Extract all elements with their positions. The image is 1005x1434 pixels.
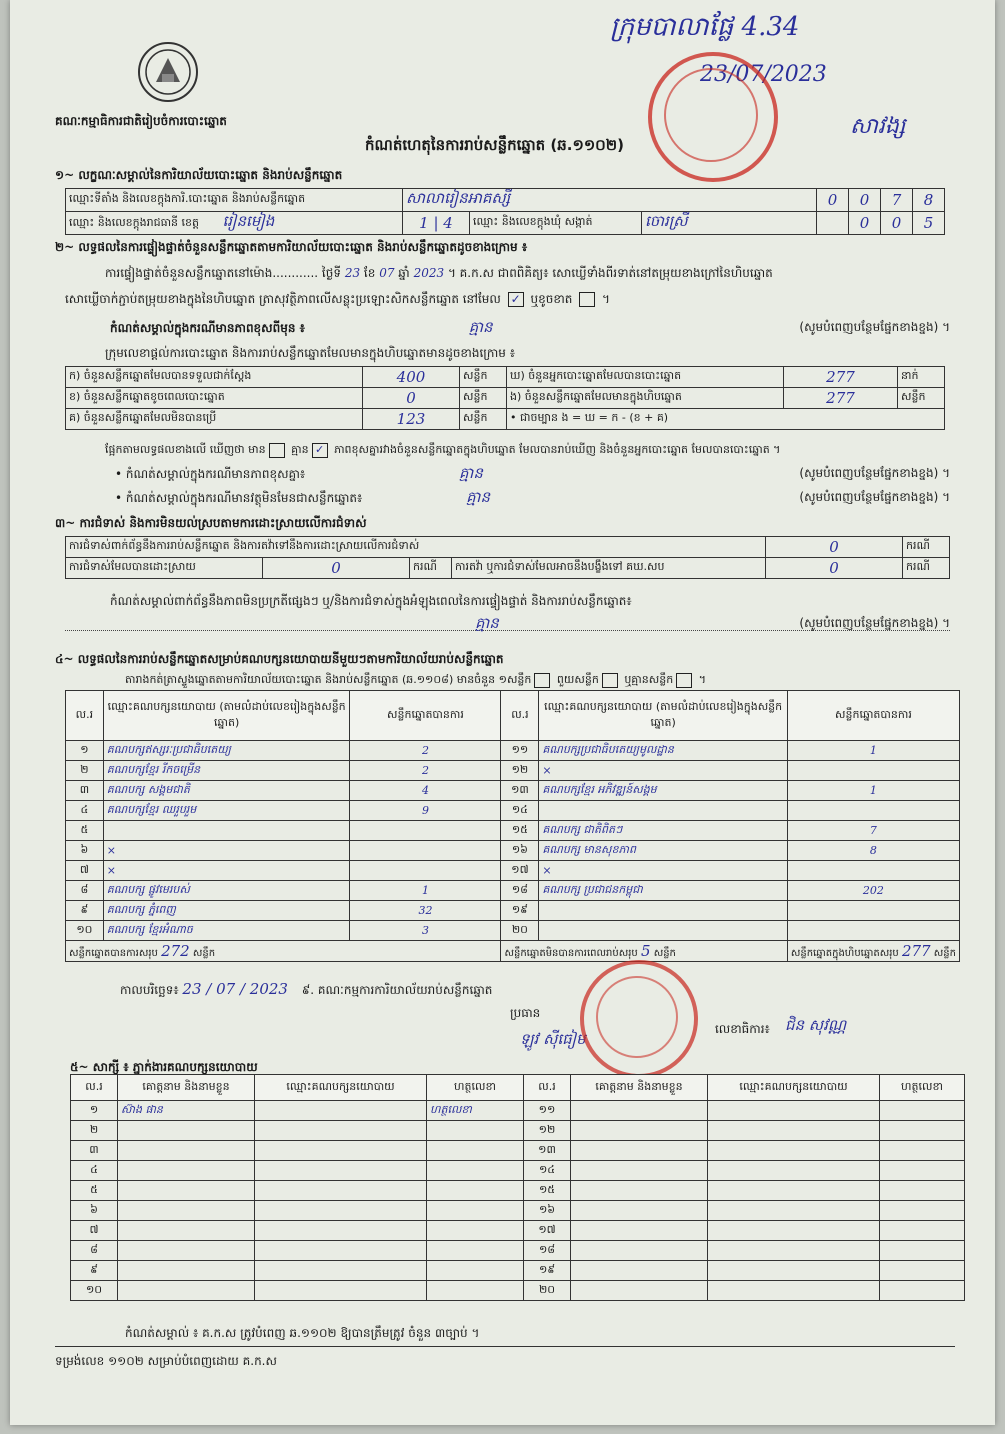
votes-cell: 1	[787, 741, 959, 761]
checkbox-no-diff[interactable]: ✓	[312, 443, 328, 458]
party-cell: គណបក្ស សង្គមជាតិ	[103, 781, 350, 801]
party-cell: គណបក្សប្រជាធិបតេយ្យមូលដ្ឋាន	[539, 741, 787, 761]
s2-count-table: ក) ចំនួនសន្លឹកឆ្នោតមែលបានទទួលជាក់ស្ដែង 400 សន្លឹក ឃ) ចំនួនអ្នកបោះឆ្នោតមែលបានបោះឆ្នោត 277 នាក់ ខ) ចំនួនសន្លឹកឆ្នោតខូចពេលបោះឆ្នោត 0 សន្លឹក ង) ចំនួនសន្លឹកឆ្នោតមែលមានក្នុងហិបឆ្នោត 277 សន្លឹក គ) ចំនួនសន្លឹកឆ្នោតមែលមិនបានប្រើ 123 សន្លឹក • ជាចម្បាន ង = ឃ = ក - (ខ + គ)	[65, 366, 945, 430]
votes-cell	[787, 761, 959, 781]
witness-signature	[880, 1241, 965, 1261]
witness-name	[571, 1281, 708, 1301]
s4-date: កាលបរិច្ឆេទ៖ 23 / 07 / 2023 ៩. គណៈកម្មការការិយាល័យរាប់សន្លឹកឆ្នោត	[120, 980, 493, 998]
row-number: ២០	[524, 1281, 571, 1301]
table-row	[71, 1161, 965, 1181]
s1-heading: ១~ លក្ខណៈសម្គាល់នៃការិយាល័យបោះឆ្នោត និងរាប់សន្លឹកឆ្នោត	[55, 168, 343, 182]
row-number: ១៥	[524, 1181, 571, 1201]
table-row	[66, 841, 960, 861]
witness-party	[708, 1241, 880, 1261]
votes-cell	[350, 821, 501, 841]
secretary-name: ជិន សុវណ្ណ	[785, 1016, 847, 1034]
witness-signature	[880, 1281, 965, 1301]
handwritten-top: ក្រុមបាលាផ្លែ 4.34	[610, 12, 800, 42]
witness-party	[255, 1101, 427, 1121]
code-digit: 7	[881, 189, 913, 212]
party-cell: គណបក្សឥស្សរៈប្រជាធិបតេយ្យ	[103, 741, 350, 761]
row-number: ៤	[66, 801, 104, 821]
party-cell: គណបក្ស ខ្មែរអំណាច	[103, 921, 350, 941]
table-row	[71, 1141, 965, 1161]
witness-party	[708, 1161, 880, 1181]
row-number: ៧	[66, 861, 104, 881]
witness-signature	[427, 1161, 524, 1181]
location-label: ឈ្មោះទីតាំង និងលេខក្ដុងការិ.បោះឆ្នោត និងរាប់សន្លឹកឆ្នោត	[66, 189, 403, 212]
table-row	[66, 881, 960, 901]
votes-cell	[787, 861, 959, 881]
code-digit: 0	[849, 189, 881, 212]
witness-signature	[427, 1141, 524, 1161]
votes-cell: 4	[350, 781, 501, 801]
witness-party	[708, 1141, 880, 1161]
witness-name	[571, 1121, 708, 1141]
count-voters: 277	[784, 367, 898, 388]
footer-rule	[55, 1346, 955, 1347]
witness-name	[571, 1101, 708, 1121]
witness-signature	[427, 1221, 524, 1241]
handwritten-sign: សាវង្ស	[850, 114, 906, 139]
votes-cell: 32	[350, 901, 501, 921]
row-number: ១២	[524, 1121, 571, 1141]
row-number: ១៤	[501, 801, 539, 821]
votes-cell: 9	[350, 801, 501, 821]
votes-cell: 3	[350, 921, 501, 941]
s2-heading: ២~ លទ្ធផលនៃការផ្ទៀងផ្ទាត់ចំនួនសន្លឹកឆ្នោតតាមការិយាល័យបោះឆ្នោត និងរាប់សន្លឹកឆ្នោតដូចខាងក្រោម ៖	[55, 240, 528, 254]
party-cell	[539, 801, 787, 821]
witness-name	[118, 1121, 255, 1141]
row-number: ១៣	[501, 781, 539, 801]
form-title: កំណត់ហេតុនៃការរាប់សន្លឹកឆ្នោត (ឆ.១១០២)	[365, 136, 625, 154]
count-spoiled: 0	[363, 388, 460, 409]
witness-signature	[880, 1181, 965, 1201]
table-row	[66, 761, 960, 781]
row-number: ៨	[71, 1241, 118, 1261]
witness-name	[571, 1201, 708, 1221]
votes-cell	[787, 921, 959, 941]
count-received: 400	[363, 367, 460, 388]
party-cell: ×	[103, 861, 350, 881]
witness-party	[255, 1141, 427, 1161]
witness-party	[708, 1121, 880, 1141]
witness-party	[255, 1261, 427, 1281]
year-value: 2023	[413, 266, 445, 280]
party-cell: គណបក្ស មានសុខភាព	[539, 841, 787, 861]
witness-party	[255, 1241, 427, 1261]
witness-name	[571, 1141, 708, 1161]
row-number: ៥	[66, 821, 104, 841]
witness-signature	[427, 1121, 524, 1141]
row-number: ១៨	[524, 1241, 571, 1261]
party-cell: ×	[539, 861, 787, 881]
row-number: ១៧	[524, 1221, 571, 1241]
row-number: ២០	[501, 921, 539, 941]
row-number: ៣	[71, 1141, 118, 1161]
row-number: ១៣	[524, 1141, 571, 1161]
red-stamp-bottom	[580, 960, 698, 1078]
row-number: ២	[66, 761, 104, 781]
votes-cell: 2	[350, 761, 501, 781]
table-row	[66, 861, 960, 881]
votes-cell: 8	[787, 841, 959, 861]
s5-heading: ៥~ សាក្សី ៖ ភ្នាក់ងារគណបក្សនយោបាយ	[70, 1060, 258, 1074]
witness-signature	[427, 1261, 524, 1281]
row-number: ១០	[71, 1281, 118, 1301]
table-row	[66, 741, 960, 761]
s2-para2: សោឃ្លើចាក់ភ្ជាប់តម្រុយខាងក្នុងនៃហិបឆ្នោត ត្រាសុវត្ថិភាពលើសន្លុះប្រឡោះសិកសន្លឹកឆ្នោត នៅមែល ✓ ឬខូចខាត ។	[65, 292, 610, 306]
party-cell: ×	[103, 841, 350, 861]
checkbox-intact[interactable]: ✓	[508, 292, 524, 307]
table-row	[66, 821, 960, 841]
table-row	[71, 1241, 965, 1261]
witness-name	[571, 1241, 708, 1261]
province-label: ឈ្មោះ និងលេខក្ដុងរាជធានី ខេត្ត រៀនមៀង	[66, 212, 403, 235]
votes-cell	[787, 801, 959, 821]
count-in-box: 277	[784, 388, 898, 409]
s3-note-line: គ្មាន (សូមបំពេញបន្ថែមផ្នែកខាងខ្នង) ។	[65, 616, 950, 631]
checkbox-one-sheet[interactable]	[534, 673, 550, 688]
row-number: ១	[71, 1101, 118, 1121]
s5-footnote: កំណត់សម្គាល់ ៖ គ.ក.ស ត្រូវបំពេញ ឆ.១១០២ ឱ្យបានត្រឹមត្រូវ ចំនួន ៣ច្បាប់ ។	[125, 1326, 480, 1340]
witness-name	[118, 1221, 255, 1241]
witness-party	[708, 1221, 880, 1241]
commune-label: ឈ្មោះ និងលេខក្ដុងឃុំ សង្កាត់	[470, 212, 642, 235]
total-in-box: សន្លឹកឆ្នោតក្នុងហិបឆ្នោតសរុប 277 សន្លឹក	[787, 941, 959, 962]
code-digit: 5	[913, 212, 945, 235]
votes-cell: 1	[787, 781, 959, 801]
province-code: 1 | 4	[403, 212, 470, 235]
party-cell: ×	[539, 761, 787, 781]
witness-name	[118, 1281, 255, 1301]
party-cell	[539, 921, 787, 941]
row-number: ១៧	[501, 861, 539, 881]
row-number: ១៦	[501, 841, 539, 861]
witness-name	[118, 1181, 255, 1201]
count-unused: 123	[363, 409, 460, 430]
row-number: ១០	[66, 921, 104, 941]
row-number: ៦	[66, 841, 104, 861]
witness-signature	[427, 1181, 524, 1201]
s2-bullet1: • កំណត់សម្គាល់ក្នុងករណីមានភាពខុសគ្នា៖ គ្មាន (សូមបំពេញបន្ថែមផ្នែកខាងខ្នង) ។	[115, 464, 950, 482]
code-digit: 0	[881, 212, 913, 235]
row-number: ៤	[71, 1161, 118, 1181]
witness-name	[571, 1221, 708, 1241]
day-value: 23	[344, 266, 361, 280]
s3-heading: ៣~ ការជំទាស់ និងការមិនយល់ស្របតាមការដោះស្រាយលើការជំទាស់	[55, 516, 367, 530]
witness-signature	[880, 1261, 965, 1281]
s5-footer: ទម្រង់លេខ ១១០២ សម្រាប់បំពេញដោយ គ.ក.ស	[55, 1354, 277, 1368]
witness-name: ស៊ាង ផាន	[118, 1101, 255, 1121]
row-number: ១៥	[501, 821, 539, 841]
party-cell: គណបក្ស ផ្លូវមេរបស់	[103, 881, 350, 901]
month-value: 07	[379, 266, 395, 280]
s3-table: ការជំទាស់ពាក់ព័ន្ធនឹងការរាប់សន្លឹកឆ្នោត និងការតវ៉ាទៅនឹងការដោះស្រាយលើការជំទាស់ 0 ករណី ការជំទាស់មែលបានដោះស្រាយ 0 ករណី ការតវ៉ា ឬការជំទាស់មែលអាចនឹងបង្ខឹងទៅ គឃ.សប 0 ករណី	[65, 536, 950, 579]
witness-signature	[880, 1101, 965, 1121]
party-cell: គណបក្សខ្មែរ អភិវឌ្ឍន៍សង្គម	[539, 781, 787, 801]
witness-name	[571, 1261, 708, 1281]
row-number: ៩	[71, 1261, 118, 1281]
row-number: ១១	[524, 1101, 571, 1121]
party-cell: គណបក្ស ភ្នំពេញ	[103, 901, 350, 921]
s2-bullet2: • កំណត់សម្គាល់ក្នុងករណីមានវត្ថុមិនមែនជាសន្លឹកឆ្នោត៖ គ្មាន (សូមបំពេញបន្ថែមផ្នែកខាងខ្នង) ។	[115, 488, 950, 506]
witness-signature: ហត្ថលេខា	[427, 1101, 524, 1121]
nec-logo	[138, 42, 198, 102]
s2-para3: ក្រុមលេខាផ្ដល់ការបោះឆ្នោត និងការរាប់សន្លឹកឆ្នោតមែលមានក្នុងហិបឆ្នោតមានដូចខាងក្រោម ៖	[105, 346, 515, 360]
ballot-count-form	[10, 0, 995, 1425]
total-invalid: សន្លឹកឆ្នោតមិនបានការពេលរាប់សរុប 5 សន្លឹក	[501, 941, 787, 962]
party-cell: គណបក្ស ជាតិពិតៗ	[539, 821, 787, 841]
witness-party	[708, 1181, 880, 1201]
s4-intro: តារាងកត់ត្រាស្ទួងឆ្នោតតាមការិយាល័យបោះឆ្នោត និងរាប់សន្លឹកឆ្នោត (ឆ.១១០៨) មានចំនួន ១សន្លឹក ពួយសន្លឹក ឬគ្មានសន្លឹក ។	[125, 673, 706, 686]
votes-cell: 1	[350, 881, 501, 901]
row-number: ១៩	[501, 901, 539, 921]
witness-name	[118, 1161, 255, 1181]
location-value: សាលារៀនអាគស្សី	[403, 189, 817, 212]
table-row	[71, 1261, 965, 1281]
org-name: គណៈកម្មាធិការជាតិរៀបចំការបោះឆ្នោត	[55, 114, 227, 128]
witness-party	[255, 1181, 427, 1201]
s4-heading: ៤~ លទ្ធផលនៃការរាប់សន្លឹកឆ្នោតសម្រាប់គណបក្សនយោបាយនីមួយៗតាមការិយាល័យរាប់សន្លឹកឆ្នោត	[55, 652, 504, 666]
secretary-label: លេខាធិការ៖	[715, 1022, 770, 1036]
witness-name	[118, 1261, 255, 1281]
row-number: ១៩	[524, 1261, 571, 1281]
commune-value: ចោរស្រី	[642, 212, 817, 235]
witness-party	[708, 1201, 880, 1221]
table-row	[66, 901, 960, 921]
witness-signature	[427, 1201, 524, 1221]
red-stamp-top	[648, 52, 778, 182]
witness-party	[708, 1101, 880, 1121]
chair-label: ប្រធាន	[510, 1006, 541, 1020]
votes-cell	[787, 901, 959, 921]
row-number: ២	[71, 1121, 118, 1141]
witness-signature	[880, 1161, 965, 1181]
row-number: ៩	[66, 901, 104, 921]
row-number: ១២	[501, 761, 539, 781]
table-row	[71, 1281, 965, 1301]
row-number: ១៦	[524, 1201, 571, 1221]
witness-party	[255, 1221, 427, 1241]
witness-signature	[427, 1241, 524, 1261]
s1-table	[65, 188, 945, 235]
table-row	[71, 1121, 965, 1141]
table-row	[66, 781, 960, 801]
row-number: ១១	[501, 741, 539, 761]
s2-para1: ការផ្ទៀងផ្ទាត់ចំនួនសន្លឹកឆ្នោតនៅម៉ោង............ ថ្ងៃទី 23 ខែ 07 ឆ្នាំ 2023 ។ គ.ក.ស ជាពពិគិត្យ៖ សោឃ្លើទាំងពីរទាត់នៅតម្រុយខាងក្រៅនៃហិបឆ្នោត	[105, 266, 773, 280]
witness-name	[118, 1201, 255, 1221]
party-results-table: ល.រ ឈ្មោះគណបក្សនយោបាយ (តាមលំដាប់លេខរៀងក្នុងសន្លឹកឆ្នោត) សន្លឹកឆ្នោតបានការ ល.រ ឈ្មោះគណបក្សនយោបាយ (តាមលំដាប់លេខរៀងក្នុងសន្លឹកឆ្នោត) សន្លឹកឆ្នោតបានការ ១ គណបក្សឥស្សរៈប្រជាធិបតេយ្យ 2 ១១ គណបក្សប្រជាធិបតេយ្យមូលដ្ឋាន 1 ២ គណបក្សខ្មែរ រីកចម្រើន 2 ១២ × ៣ គណបក្ស សង្គមជាតិ 4 ១៣ គណបក្សខ្មែរ អភិវឌ្ឍន៍សង្គម 1 ៤ គណបក្សខ្មែរ ឈរួបរួម 9 ១៤ ៥ ១៥ គណបក្ស ជាតិពិតៗ 7 ៦ × ១៦ គណបក្ស មានសុខភាព 8 ៧ × ១៧ × ៨ គណបក្ស ផ្លូវមេរបស់ 1 ១៨ គណបក្ស ប្រជាជនកម្ពុជា 202 ៩ គណបក្ស ភ្នំពេញ 32 ១៩ ១០ គណបក្ស ខ្មែរអំណាច 3 ២០ សន្លឹកឆ្នោតបានការសរុប 272 សន្លឹក សន្លឹកឆ្នោតមិនបានការពេលរាប់សរុប 5 សន្លឹក សន្លឹកឆ្នោតក្នុងហិបឆ្នោតសរុប 277 សន្លឹក	[65, 690, 960, 962]
checkbox-has-diff[interactable]	[269, 443, 285, 458]
row-number: ៧	[71, 1221, 118, 1241]
checkbox-damaged[interactable]	[579, 292, 595, 307]
total-valid: សន្លឹកឆ្នោតបានការសរុប 272 សន្លឹក	[66, 941, 501, 962]
witness-signature	[880, 1201, 965, 1221]
s2-note: កំណត់សម្គាល់ក្នុងករណីមានភាពខុសពីមុន ៖ គ្មាន (សូមបំពេញបន្ថែមផ្នែកខាងខ្នង) ។	[110, 318, 950, 336]
table-row	[66, 921, 960, 941]
s3-note: កំណត់សម្គាល់ពាក់ព័ន្ធនឹងភាពមិនប្រក្រតីផ្សេងៗ ឬ/និងការជំទាស់ក្នុងអំឡុងពេលនៃការផ្ទៀងផ្ទាត់ និងការរាប់សន្លឹកឆ្នោត៖	[110, 594, 632, 608]
votes-cell: 7	[787, 821, 959, 841]
witness-party	[708, 1261, 880, 1281]
party-cell: គណបក្សខ្មែរ រីកចម្រើន	[103, 761, 350, 781]
chair-name: ឡូវ ស៊ីធៀម	[520, 1030, 586, 1048]
witness-signature	[427, 1281, 524, 1301]
witness-party	[255, 1201, 427, 1221]
witness-party	[255, 1281, 427, 1301]
province-value: រៀនមៀង	[222, 212, 275, 230]
witness-name	[118, 1141, 255, 1161]
votes-cell	[350, 861, 501, 881]
code-digit: 0	[849, 212, 881, 235]
party-cell	[539, 901, 787, 921]
party-cell: គណបក្ស ប្រជាជនកម្ពុជា	[539, 881, 787, 901]
note-value: គ្មាន	[468, 318, 493, 336]
table-row	[66, 801, 960, 821]
witness-table: ល.រ គោត្តនាម និងនាមខ្លួន ឈ្មោះគណបក្សនយោបាយ ហត្ថលេខា ល.រ គោត្តនាម និងនាមខ្លួន ឈ្មោះគណបក្សនយោបាយ ហត្ថលេខា ១ ស៊ាង ផាន ហត្ថលេខា ១១ ២ ១២ ៣ ១៣ ៤ ១៤ ៥ ១៥ ៦ ១៦ ៧ ១៧ ៨ ១៨ ៩ ១៩ ១០ ២០	[70, 1074, 965, 1301]
witness-name	[571, 1161, 708, 1181]
row-number: ៨	[66, 881, 104, 901]
witness-party	[708, 1281, 880, 1301]
votes-cell	[350, 841, 501, 861]
table-row	[71, 1221, 965, 1241]
table-row	[71, 1201, 965, 1221]
table-row	[71, 1101, 965, 1121]
handwritten-date: 23/07/2023	[700, 62, 827, 87]
votes-cell: 202	[787, 881, 959, 901]
party-cell	[103, 821, 350, 841]
row-number: ១៤	[524, 1161, 571, 1181]
row-number: ១	[66, 741, 104, 761]
code-digit: 0	[817, 189, 849, 212]
witness-signature	[880, 1121, 965, 1141]
witness-signature	[880, 1221, 965, 1241]
row-number: ៥	[71, 1181, 118, 1201]
witness-party	[255, 1121, 427, 1141]
row-number: ១៨	[501, 881, 539, 901]
votes-cell: 2	[350, 741, 501, 761]
table-row	[71, 1181, 965, 1201]
s2-para4: ផ្អែកតាមលទ្ធផលខាងលើ ឃើញថា មាន គ្មាន ✓ ភាពខុសគ្នារវាងចំនួនសន្លឹកឆ្នោតក្នុងហិបឆ្នោត មែលបានរាប់ឃើញ និងចំនួនអ្នកបោះឆ្នោត មែលបានបោះឆ្នោត ។	[105, 442, 781, 456]
witness-name	[118, 1241, 255, 1261]
witness-signature	[880, 1141, 965, 1161]
row-number: ៦	[71, 1201, 118, 1221]
checkbox-multi-sheet[interactable]	[602, 673, 618, 688]
checkbox-no-sheet[interactable]	[676, 673, 692, 688]
row-number: ៣	[66, 781, 104, 801]
witness-party	[255, 1161, 427, 1181]
code-digit: 8	[913, 189, 945, 212]
party-cell: គណបក្សខ្មែរ ឈរួបរួម	[103, 801, 350, 821]
witness-name	[571, 1181, 708, 1201]
